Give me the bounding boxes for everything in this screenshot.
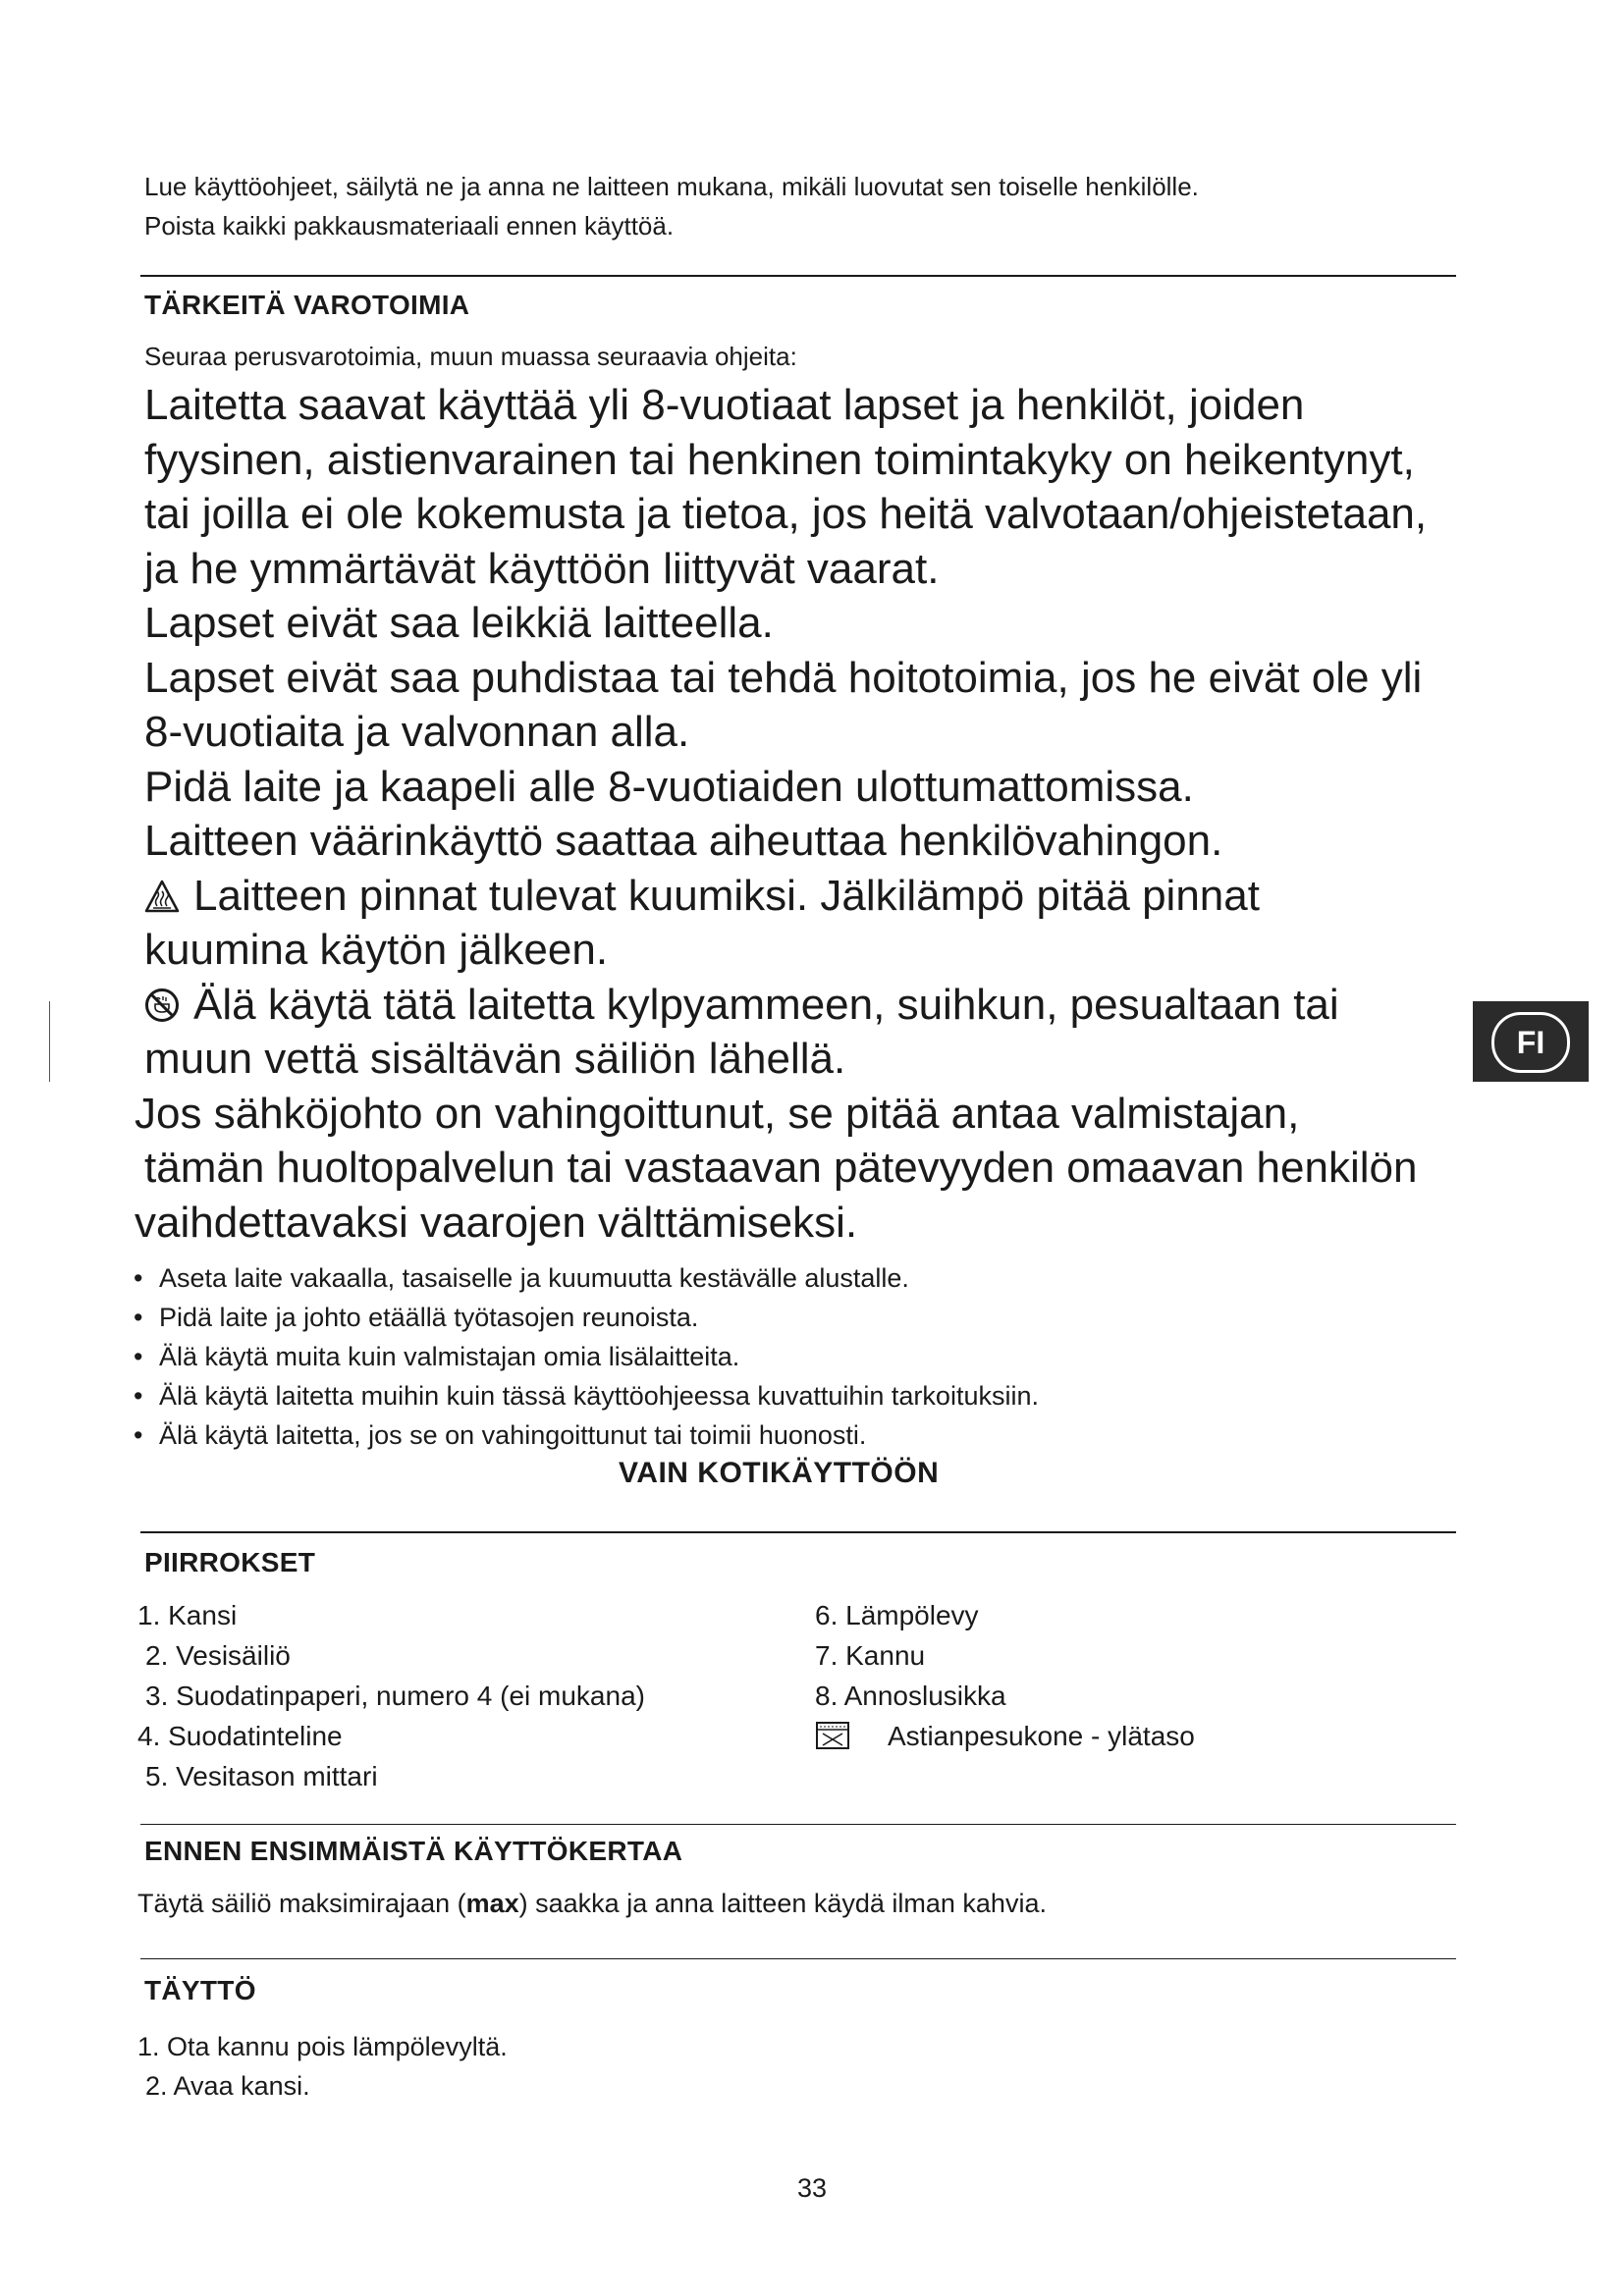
- list-item: 4. Suodatinteline: [137, 1721, 343, 1751]
- list-item: 8. Annoslusikka: [815, 1681, 1006, 1711]
- list-item: 1. Kansi: [137, 1600, 238, 1630]
- language-label: FI: [1491, 1012, 1570, 1073]
- language-tab: [1473, 1001, 1589, 1082]
- first-use-text-part: ) saakka ja anna laitteen käydä ilman kahvia.: [518, 1889, 1047, 1918]
- dishwasher-icon: [815, 1721, 850, 1750]
- page-number: 33: [797, 2173, 828, 2203]
- intro-line: Poista kaikki pakkausmateriaali ennen käyttöä.: [144, 211, 675, 240]
- section-divider: [140, 1531, 1456, 1533]
- warning-line: Laitetta saavat käyttää yli 8-vuotiaat lapset ja henkilöt, joiden: [144, 381, 1305, 429]
- parts-list-right: [815, 1595, 1195, 1756]
- max-label: max: [465, 1889, 519, 1918]
- warning-line: ja he ymmärtävät käyttöön liittyvät vaarat.: [144, 544, 940, 593]
- warning-line: Laitteen väärinkäyttö saattaa aiheuttaa henkilövahingon.: [144, 817, 1223, 865]
- warning-line: Laitteen pinnat tulevat kuumiksi. Jälkilämpö pitää pinnat: [193, 871, 1260, 920]
- parts-list-left: [137, 1595, 645, 1796]
- warning-line: fyysinen, aistienvarainen tai henkinen toimintakyky on heikentynyt,: [144, 435, 1415, 484]
- section-divider: [140, 275, 1456, 277]
- filling-heading: TÄYTTÖ: [144, 1975, 256, 2005]
- dishwasher-item: [815, 1716, 1195, 1756]
- list-item: 1. Ota kannu pois lämpölevyltä.: [137, 2032, 508, 2061]
- warning-line: muun vettä sisältävän säiliön lähellä.: [144, 1035, 846, 1083]
- warning-line: Pidä laite ja kaapeli alle 8-vuotiaiden ulottumattomissa.: [144, 762, 1194, 811]
- section-divider: [140, 1958, 1456, 1959]
- margin-mark: [49, 1001, 50, 1082]
- no-water-icon: [144, 988, 180, 1023]
- warning-line: tai joilla ei ole kokemusta ja tietoa, jos heitä valvotaan/ohjeistetaan,: [144, 490, 1428, 538]
- list-item: 7. Kannu: [815, 1640, 926, 1671]
- warning-line: Jos sähköjohto on vahingoittunut, se pitää antaa valmistajan,: [135, 1089, 1300, 1138]
- warning-line: 8-vuotiaita ja valvonnan alla.: [144, 708, 690, 756]
- list-item: • Älä käytä laitetta muihin kuin tässä käyttöohjeessa kuvattuihin tarkoituksiin.: [134, 1376, 1039, 1415]
- warning-line: Lapset eivät saa leikkiä laitteella.: [144, 599, 774, 647]
- filling-steps: [137, 2027, 508, 2106]
- household-use-only: VAIN KOTIKÄYTTÖÖN: [619, 1457, 940, 1489]
- parts-heading: PIIRROKSET: [144, 1547, 316, 1577]
- warning-line: tämän huoltopalvelun tai vastaavan pätevyyden omaavan henkilön: [144, 1144, 1418, 1192]
- safety-subtitle: Seuraa perusvarotoimia, muun muassa seuraavia ohjeita:: [144, 342, 797, 371]
- list-item: 5. Vesitason mittari: [145, 1761, 378, 1791]
- list-item: 2. Avaa kansi.: [145, 2071, 310, 2101]
- safety-bullet-list: [134, 1258, 1039, 1455]
- safety-heading: TÄRKEITÄ VAROTOIMIA: [144, 290, 470, 320]
- safety-warnings: [135, 378, 1428, 1250]
- list-item: • Älä käytä muita kuin valmistajan omia lisälaitteita.: [134, 1337, 1039, 1376]
- intro-line: Lue käyttöohjeet, säilytä ne ja anna ne laitteen mukana, mikäli luovutat sen toiselle henkilölle.: [144, 172, 1199, 201]
- warning-line: vaihdettavaksi vaarojen välttämiseksi.: [135, 1198, 858, 1247]
- first-use-text: [137, 1889, 1047, 1919]
- intro-text: [144, 167, 1199, 245]
- section-divider: [140, 1824, 1456, 1825]
- list-item: • Aseta laite vakaalla, tasaiselle ja kuumuutta kestävälle alustalle.: [134, 1258, 1039, 1298]
- first-use-heading: ENNEN ENSIMMÄISTÄ KÄYTTÖKERTAA: [144, 1836, 683, 1866]
- list-item: • Älä käytä laitetta, jos se on vahingoittunut tai toimii huonosti.: [134, 1415, 1039, 1455]
- list-item: 6. Lämpölevy: [815, 1600, 979, 1630]
- list-item: 3. Suodatinpaperi, numero 4 (ei mukana): [145, 1681, 645, 1711]
- warning-line: Älä käytä tätä laitetta kylpyammeen, suihkun, pesualtaan tai: [193, 980, 1339, 1029]
- list-item: 2. Vesisäiliö: [145, 1640, 291, 1671]
- hot-surface-warning: [140, 869, 1427, 924]
- list-item: • Pidä laite ja johto etäällä työtasojen reunoista.: [134, 1298, 1039, 1337]
- hot-surface-warning-icon: [144, 880, 180, 913]
- warning-line: kuumina käytön jälkeen.: [144, 926, 609, 974]
- warning-line: Lapset eivät saa puhdistaa tai tehdä hoitotoimia, jos he eivät ole yli: [144, 653, 1423, 702]
- dishwasher-label: Astianpesukone - ylätaso: [888, 1721, 1195, 1751]
- first-use-text-part: Täytä säiliö maksimirajaan (: [137, 1889, 466, 1918]
- no-water-warning: [140, 978, 1427, 1033]
